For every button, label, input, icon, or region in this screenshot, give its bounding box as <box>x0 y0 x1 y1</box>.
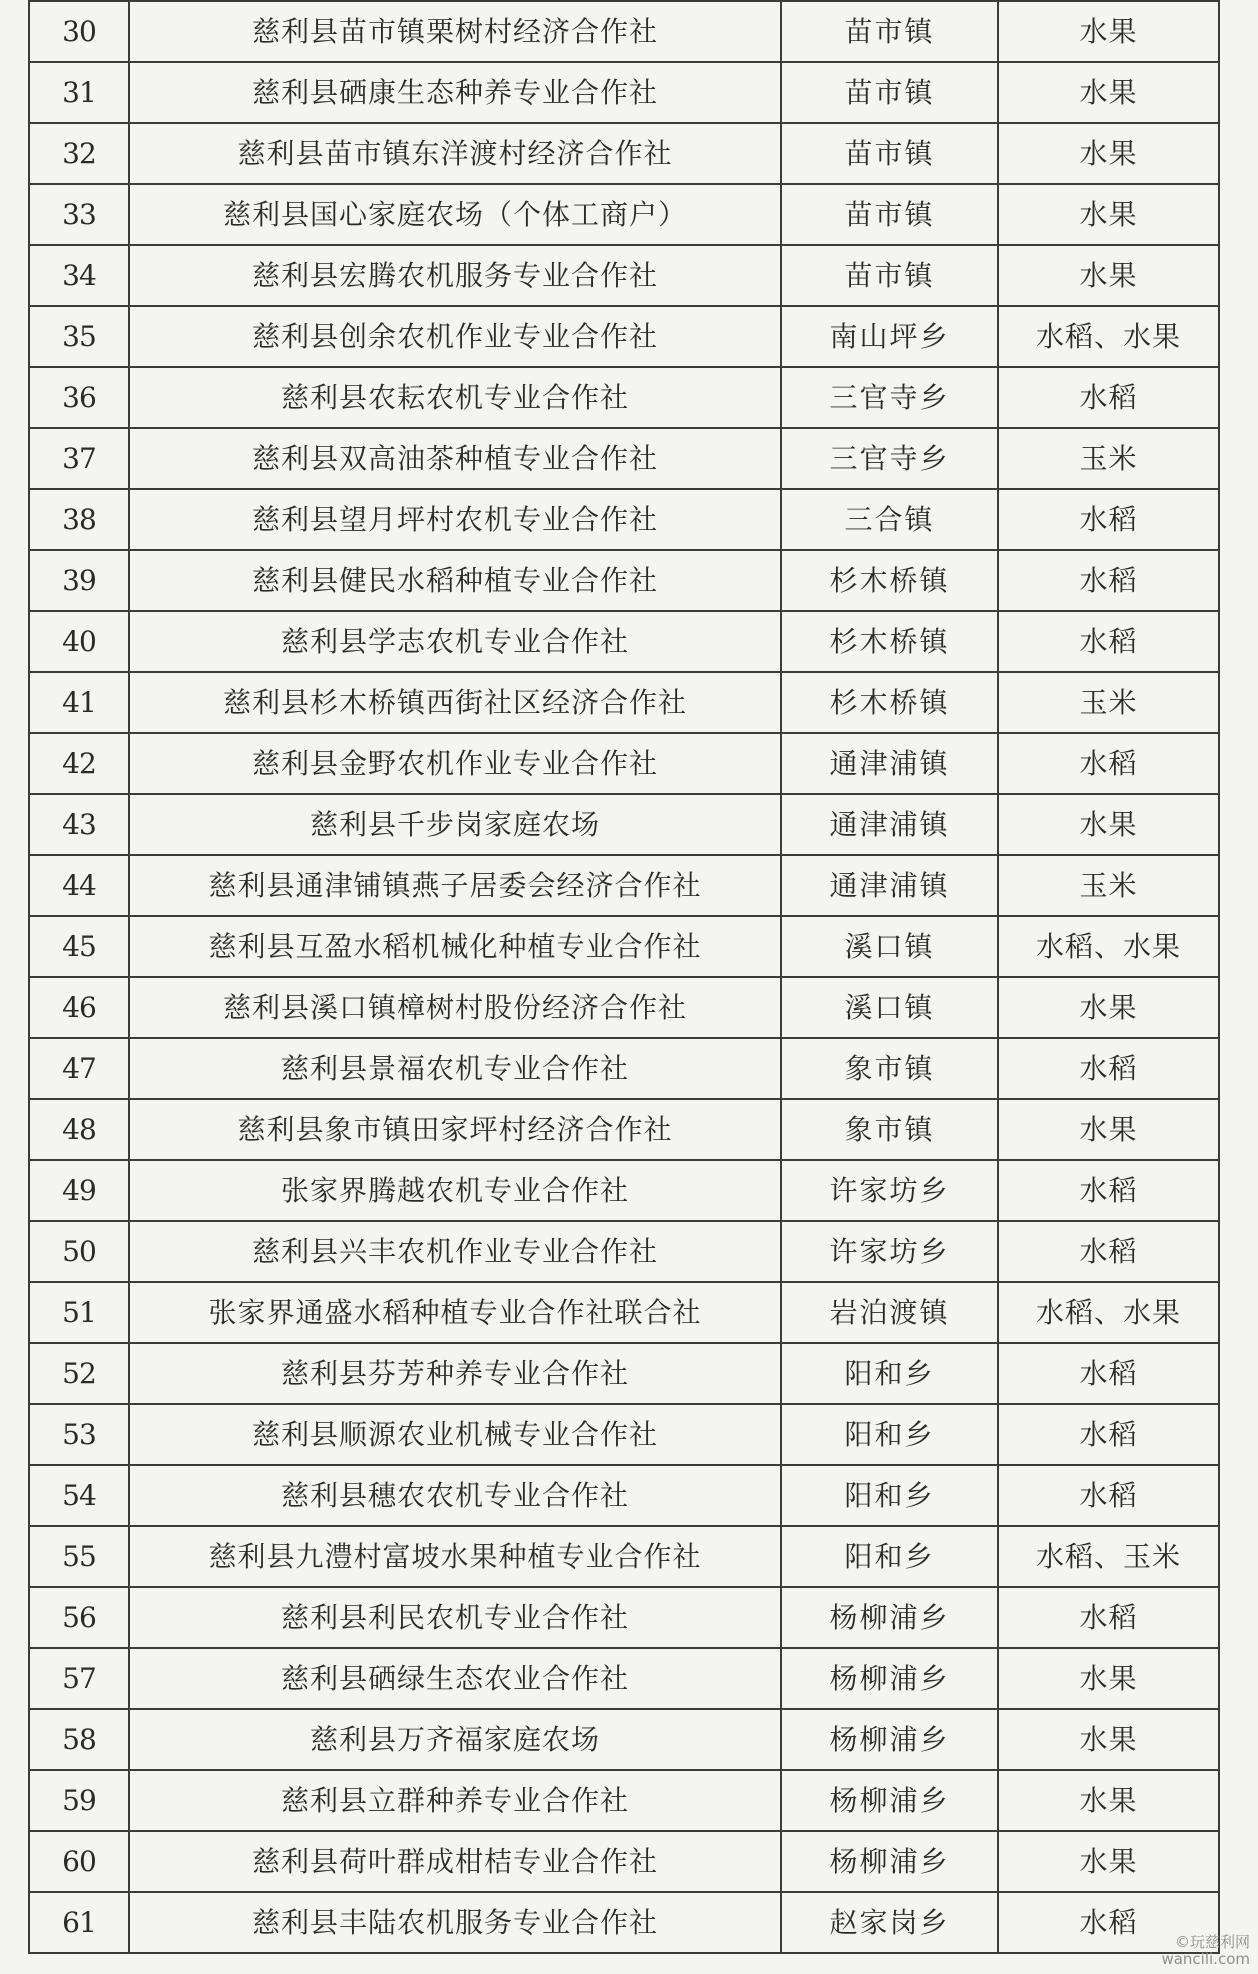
crop-type: 水果 <box>998 1709 1219 1770</box>
row-number: 57 <box>29 1648 129 1709</box>
row-number: 46 <box>29 977 129 1038</box>
township: 阳和乡 <box>781 1404 998 1465</box>
row-number: 48 <box>29 1099 129 1160</box>
cooperative-name: 慈利县兴丰农机作业专业合作社 <box>129 1221 781 1282</box>
table-row <box>29 916 1219 977</box>
row-number: 60 <box>29 1831 129 1892</box>
township: 杨柳浦乡 <box>781 1648 998 1709</box>
table-row <box>29 1221 1219 1282</box>
row-number: 49 <box>29 1160 129 1221</box>
row-number: 50 <box>29 1221 129 1282</box>
crop-type: 玉米 <box>998 428 1219 489</box>
table-row <box>29 550 1219 611</box>
crop-type: 水稻 <box>998 367 1219 428</box>
township: 苗市镇 <box>781 123 998 184</box>
row-number: 40 <box>29 611 129 672</box>
table-row <box>29 123 1219 184</box>
township: 许家坊乡 <box>781 1160 998 1221</box>
table-row <box>29 1892 1219 1953</box>
township: 阳和乡 <box>781 1343 998 1404</box>
township: 杉木桥镇 <box>781 550 998 611</box>
cooperative-name: 慈利县顺源农业机械专业合作社 <box>129 1404 781 1465</box>
township: 岩泊渡镇 <box>781 1282 998 1343</box>
crop-type: 水果 <box>998 1648 1219 1709</box>
row-number: 45 <box>29 916 129 977</box>
township: 通津浦镇 <box>781 794 998 855</box>
row-number: 41 <box>29 672 129 733</box>
township: 苗市镇 <box>781 1 998 62</box>
table-row <box>29 1404 1219 1465</box>
township: 杨柳浦乡 <box>781 1587 998 1648</box>
crop-type: 水稻 <box>998 1221 1219 1282</box>
township: 杉木桥镇 <box>781 672 998 733</box>
cooperative-name: 慈利县荷叶群成柑桔专业合作社 <box>129 1831 781 1892</box>
township: 杨柳浦乡 <box>781 1709 998 1770</box>
township: 阳和乡 <box>781 1526 998 1587</box>
township: 杨柳浦乡 <box>781 1770 998 1831</box>
township: 阳和乡 <box>781 1465 998 1526</box>
table-row <box>29 1770 1219 1831</box>
row-number: 36 <box>29 367 129 428</box>
cooperative-name: 慈利县国心家庭农场（个体工商户） <box>129 184 781 245</box>
cooperative-name: 慈利县通津铺镇燕子居委会经济合作社 <box>129 855 781 916</box>
row-number: 47 <box>29 1038 129 1099</box>
township: 赵家岗乡 <box>781 1892 998 1953</box>
cooperative-name: 慈利县芬芳种养专业合作社 <box>129 1343 781 1404</box>
township: 苗市镇 <box>781 245 998 306</box>
table-row <box>29 672 1219 733</box>
cooperative-name: 张家界通盛水稻种植专业合作社联合社 <box>129 1282 781 1343</box>
township: 溪口镇 <box>781 977 998 1038</box>
table-row <box>29 1343 1219 1404</box>
crop-type: 水稻 <box>998 1160 1219 1221</box>
table-row <box>29 367 1219 428</box>
watermark-url: wancili.com <box>1161 1950 1250 1968</box>
cooperative-name: 慈利县千步岗家庭农场 <box>129 794 781 855</box>
row-number: 53 <box>29 1404 129 1465</box>
table-row <box>29 1526 1219 1587</box>
row-number: 59 <box>29 1770 129 1831</box>
township: 三合镇 <box>781 489 998 550</box>
cooperative-name: 慈利县利民农机专业合作社 <box>129 1587 781 1648</box>
cooperative-name: 慈利县万齐福家庭农场 <box>129 1709 781 1770</box>
cooperative-name: 慈利县景福农机专业合作社 <box>129 1038 781 1099</box>
cooperative-name: 慈利县穗农农机专业合作社 <box>129 1465 781 1526</box>
row-number: 37 <box>29 428 129 489</box>
crop-type: 水果 <box>998 123 1219 184</box>
cooperative-name: 慈利县杉木桥镇西街社区经济合作社 <box>129 672 781 733</box>
crop-type: 水稻 <box>998 550 1219 611</box>
row-number: 56 <box>29 1587 129 1648</box>
crop-type: 水稻、玉米 <box>998 1526 1219 1587</box>
cooperative-name: 慈利县象市镇田家坪村经济合作社 <box>129 1099 781 1160</box>
row-number: 58 <box>29 1709 129 1770</box>
table-row <box>29 489 1219 550</box>
table-row <box>29 977 1219 1038</box>
row-number: 51 <box>29 1282 129 1343</box>
row-number: 35 <box>29 306 129 367</box>
crop-type: 水稻 <box>998 733 1219 794</box>
cooperative-name: 慈利县丰陆农机服务专业合作社 <box>129 1892 781 1953</box>
crop-type: 水果 <box>998 62 1219 123</box>
crop-type: 水稻 <box>998 611 1219 672</box>
cooperative-name: 慈利县立群种养专业合作社 <box>129 1770 781 1831</box>
table-row <box>29 306 1219 367</box>
table-row <box>29 611 1219 672</box>
table-row <box>29 1709 1219 1770</box>
crop-type: 水稻 <box>998 1038 1219 1099</box>
row-number: 61 <box>29 1892 129 1953</box>
crop-type: 水果 <box>998 1831 1219 1892</box>
cooperative-name: 慈利县宏腾农机服务专业合作社 <box>129 245 781 306</box>
row-number: 39 <box>29 550 129 611</box>
table-row <box>29 855 1219 916</box>
township: 南山坪乡 <box>781 306 998 367</box>
cooperative-name: 慈利县金野农机作业专业合作社 <box>129 733 781 794</box>
crop-type: 水稻 <box>998 1587 1219 1648</box>
cooperative-name: 慈利县九澧村富坡水果种植专业合作社 <box>129 1526 781 1587</box>
crop-type: 水果 <box>998 245 1219 306</box>
cooperative-name: 慈利县硒康生态种养专业合作社 <box>129 62 781 123</box>
cooperative-table <box>28 0 1220 1954</box>
cooperative-name: 慈利县苗市镇栗树村经济合作社 <box>129 1 781 62</box>
township: 杉木桥镇 <box>781 611 998 672</box>
table-row <box>29 1587 1219 1648</box>
township: 苗市镇 <box>781 62 998 123</box>
township: 三官寺乡 <box>781 367 998 428</box>
site-watermark <box>1161 1934 1250 1968</box>
cooperative-name: 慈利县苗市镇东洋渡村经济合作社 <box>129 123 781 184</box>
crop-type: 水稻、水果 <box>998 916 1219 977</box>
crop-type: 水果 <box>998 1770 1219 1831</box>
crop-type: 水果 <box>998 794 1219 855</box>
township: 杨柳浦乡 <box>781 1831 998 1892</box>
crop-type: 水果 <box>998 977 1219 1038</box>
table-row <box>29 733 1219 794</box>
table-row <box>29 1099 1219 1160</box>
row-number: 55 <box>29 1526 129 1587</box>
township: 通津浦镇 <box>781 733 998 794</box>
township: 象市镇 <box>781 1099 998 1160</box>
cooperative-name: 慈利县望月坪村农机专业合作社 <box>129 489 781 550</box>
table-row <box>29 428 1219 489</box>
crop-type: 水果 <box>998 1099 1219 1160</box>
table-row <box>29 245 1219 306</box>
row-number: 33 <box>29 184 129 245</box>
township: 许家坊乡 <box>781 1221 998 1282</box>
row-number: 32 <box>29 123 129 184</box>
crop-type: 水稻、水果 <box>998 306 1219 367</box>
cooperative-name: 慈利县双高油茶种植专业合作社 <box>129 428 781 489</box>
row-number: 52 <box>29 1343 129 1404</box>
cooperative-name: 慈利县农耘农机专业合作社 <box>129 367 781 428</box>
crop-type: 水果 <box>998 184 1219 245</box>
cooperative-name: 慈利县硒绿生态农业合作社 <box>129 1648 781 1709</box>
table-row <box>29 1160 1219 1221</box>
township: 象市镇 <box>781 1038 998 1099</box>
table-row <box>29 1465 1219 1526</box>
crop-type: 水稻 <box>998 1892 1219 1953</box>
row-number: 42 <box>29 733 129 794</box>
crop-type: 水稻 <box>998 1465 1219 1526</box>
crop-type: 水稻 <box>998 1404 1219 1465</box>
table-row <box>29 1831 1219 1892</box>
crop-type: 水稻、水果 <box>998 1282 1219 1343</box>
cooperative-name: 慈利县溪口镇樟树村股份经济合作社 <box>129 977 781 1038</box>
crop-type: 水果 <box>998 1 1219 62</box>
cooperative-name: 张家界腾越农机专业合作社 <box>129 1160 781 1221</box>
township: 苗市镇 <box>781 184 998 245</box>
table-row <box>29 184 1219 245</box>
table-body <box>29 1 1219 1953</box>
crop-type: 玉米 <box>998 672 1219 733</box>
row-number: 43 <box>29 794 129 855</box>
table-row <box>29 1282 1219 1343</box>
crop-type: 玉米 <box>998 855 1219 916</box>
crop-type: 水稻 <box>998 489 1219 550</box>
row-number: 44 <box>29 855 129 916</box>
cooperative-name: 慈利县学志农机专业合作社 <box>129 611 781 672</box>
cooperative-name: 慈利县健民水稻种植专业合作社 <box>129 550 781 611</box>
table-row <box>29 62 1219 123</box>
table-row <box>29 794 1219 855</box>
row-number: 34 <box>29 245 129 306</box>
township: 溪口镇 <box>781 916 998 977</box>
row-number: 30 <box>29 1 129 62</box>
township: 三官寺乡 <box>781 428 998 489</box>
row-number: 31 <box>29 62 129 123</box>
table-row <box>29 1648 1219 1709</box>
cooperative-name: 慈利县创余农机作业专业合作社 <box>129 306 781 367</box>
table-row <box>29 1038 1219 1099</box>
table-row <box>29 1 1219 62</box>
row-number: 38 <box>29 489 129 550</box>
crop-type: 水稻 <box>998 1343 1219 1404</box>
township: 通津浦镇 <box>781 855 998 916</box>
watermark-logo-text: ©玩慈利网 <box>1174 1933 1250 1951</box>
row-number: 54 <box>29 1465 129 1526</box>
cooperative-name: 慈利县互盈水稻机械化种植专业合作社 <box>129 916 781 977</box>
